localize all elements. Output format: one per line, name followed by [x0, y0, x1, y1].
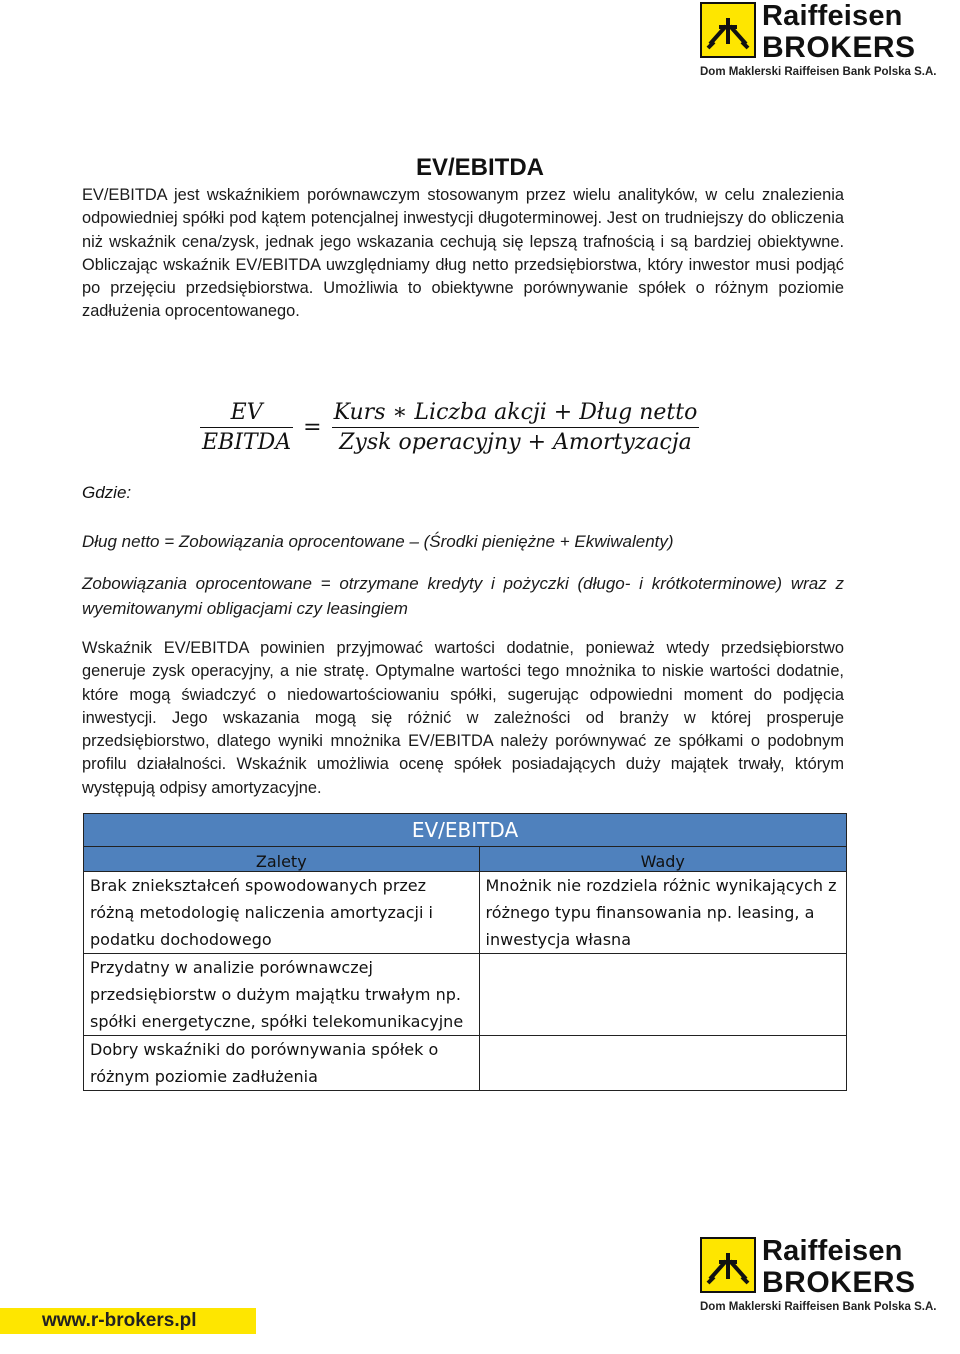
pros-cons-table — [83, 813, 847, 1091]
formula-rhs-denominator: Zysk operacyjny + Amortyzacja — [339, 430, 692, 455]
footer-logo — [700, 1235, 937, 1313]
pros-cell: Brak zniekształceń spowodowanych przez różną metodologię naliczenia amortyzacji i podatku dochodowego — [84, 872, 480, 954]
formula-rhs — [332, 398, 700, 457]
intro-paragraph: EV/EBITDA jest wskaźnikiem porównawczym stosowanym przez wielu analityków, w celu znalezienia odpowiedniej spółki pod kątem potencjalnej inwestycji długoterminowej. Jest on trudniejszy do obliczenia niż wskaźnik cena/zysk, jednak jego wskazania cechują się lepszą trafnością i są bardziej obiektywne. Obliczając wskaźnik EV/EBITDA uwzględniamy dług netto przedsiębiorstwa, który inwestor musi podjąć po przejęciu przedsiębiorstwa. Umożliwia to obiektywne porównywanie spółek o różnym poziomie zadłużenia oprocentowanego. — [82, 186, 844, 321]
table-row — [84, 954, 847, 1036]
formula-lhs-numerator: EV — [230, 400, 263, 425]
logo-subtitle: Dom Maklerski Raiffeisen Bank Polska S.A. — [700, 1301, 937, 1313]
pros-cell: Przydatny w analizie porównawczej przedsiębiorstw o dużym majątku trwałym np. spółki energetyczne, spółki telekomunikacyjne — [84, 954, 480, 1036]
ev-ebitda-formula — [200, 398, 699, 457]
table-row — [84, 1036, 847, 1091]
cons-cell: Mnożnik nie rozdziela różnic wynikających z różnego typu finansowania np. leasing, a inwestycja własna — [479, 872, 846, 954]
logo-name: Raiffeisen — [762, 1235, 903, 1267]
logo-brand: BROKERS — [762, 1266, 916, 1299]
table-title: EV/EBITDA — [84, 814, 847, 847]
formula-rhs-numerator: Kurs ∗ Liczba akcji + Dług netto — [333, 400, 698, 425]
raiffeisen-gable-cross-icon — [700, 1237, 756, 1293]
logo-name: Raiffeisen — [762, 0, 903, 32]
where-label: Gdzie: — [82, 483, 132, 502]
pros-cell: Dobry wskaźniki do porównywania spółek o różnym poziomie zadłużenia — [84, 1036, 480, 1091]
header-logo — [700, 0, 937, 78]
evaluation-paragraph: Wskaźnik EV/EBITDA powinien przyjmować wartości dodatnie, ponieważ wtedy przedsiębiorstwo generuje zysk operacyjny, a nie stratę. Optymalne wartości tego mnożnika to niskie wartości dodatnie, które mogą świadczyć o niedowartościowaniu spółki, sugerując odpowiedni moment do podjęcia inwestycji. Jego wskazania mogą się różnić w zależności od branży w której prosperuje przedsiębiorstwo, dlatego wyniki mnożnika EV/EBITDA należy porównywać ze spółkami o podobnym profilu działalności. Wskaźnik umożliwia ocenę spółek posiadających duży majątek trwały, którym występują odpisy amortyzacyjne. — [82, 639, 844, 797]
page-title: EV/EBITDA — [415, 154, 544, 182]
raiffeisen-gable-cross-icon — [700, 2, 756, 58]
formula-equals: = — [303, 415, 322, 440]
formula-lhs-denominator: EBITDA — [202, 430, 292, 455]
table-row — [84, 872, 847, 954]
column-header-pros: Zalety — [84, 847, 480, 872]
interest-liabilities-definition: Zobowiązania oprocentowane = otrzymane kredyty i pożyczki (długo- i krótkoterminowe) wraz z wyemitowanymi obligacjami czy leasingiem — [82, 574, 844, 618]
column-header-cons: Wady — [479, 847, 846, 872]
cons-cell — [479, 1036, 846, 1091]
logo-subtitle: Dom Maklerski Raiffeisen Bank Polska S.A. — [700, 66, 937, 78]
cons-cell — [479, 954, 846, 1036]
formula-lhs — [200, 398, 293, 457]
net-debt-definition: Dług netto = Zobowiązania oprocentowane – (Środki pieniężne + Ekwiwalenty) — [82, 532, 674, 551]
logo-brand: BROKERS — [762, 31, 916, 64]
website-link[interactable]: www.r-brokers.pl — [0, 1308, 256, 1334]
